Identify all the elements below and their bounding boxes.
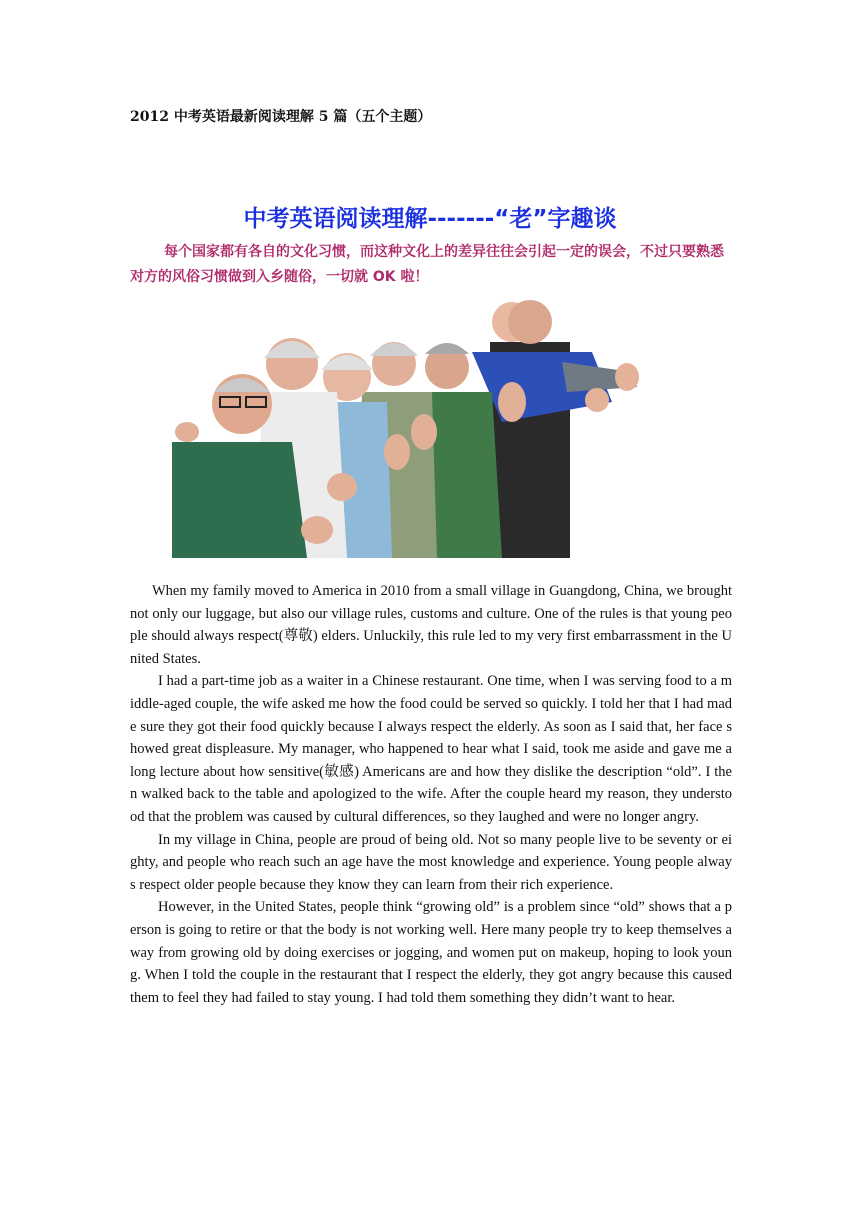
paragraph: However, in the United States, people think “growing old” is a problem since “old” shows that a person is going to retire or that the body is not working well. Here many people try to keep themselves away from growing old by doing exercises or jogging, and women put on makeup, hoping to look young. When I told the couple in the restaurant that I respect the elderly, they got angry because this caused them to feel they had failed to stay young. I had told them something they didn’t want to hear. [130,899,732,1006]
article-title: 中考英语阅读理解-------“老”字趣谈 [243,206,617,232]
paragraph: When my family moved to America in 2010 from a small village in Guangdong, China, we brought not only our luggage, but also our village rules, customs and culture. One of the rules is that young people should always respect(尊敬) elders. Unluckily, this rule led to my very first embarrassment in the United States. [130,583,732,667]
document-title: 2012 中考英语最新阅读理解 5 篇（五个主题） [130,109,432,125]
article-intro: 每个国家都有各自的文化习惯，而这种文化上的差异往往会引起一定的误会，不过只要熟悉对方的风俗习惯做到入乡随俗，一切就 OK 啦！ [130,244,724,285]
paragraph: In my village in China, people are proud of being old. Not so many people live to be seventy or eighty, and people who reach such an age have the most knowledge and experience. Young people always respect older people because they know they can learn from their rich experience. [130,831,732,893]
article-body [130,580,732,1009]
elderly-group-photo [172,292,642,558]
paragraph: I had a part-time job as a waiter in a Chinese restaurant. One time, when I was serving food to a middle-aged couple, the wife asked me how the food could be served so quickly. I told her that I had made sure they got their food quickly because I always respect the elderly. As soon as I said that, her face showed great displeasure. My manager, who happened to hear what I said, took me aside and gave me a long lecture about how sensitive(敏感) Americans are and how they dislike the description “old”. I then walked back to the table and apologized to the wife. After the couple heard my reason, they understood that the problem was caused by cultural differences, so they laughed and were no longer angry. [130,673,732,825]
